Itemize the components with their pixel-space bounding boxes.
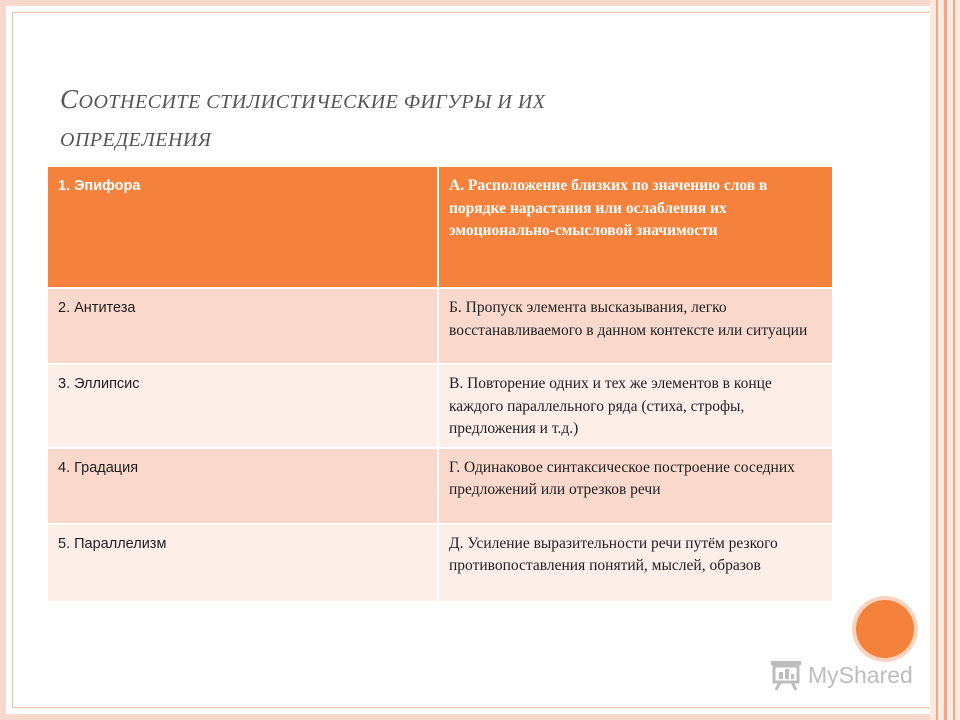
definition-cell: В. Повторение одних и тех же элементов в конце каждого параллельного ряда (стиха, строфы, предложения и т.д.) <box>438 364 832 448</box>
figure-cell: 1. Эпифора <box>48 167 438 288</box>
figure-cell: 4. Градация <box>48 448 438 524</box>
presentation-board-icon <box>768 657 804 693</box>
matching-table <box>48 167 832 603</box>
definition-cell: Г. Одинаковое синтаксическое построение соседних предложений или отрезков речи <box>438 448 832 524</box>
figure-cell: 2. Антитеза <box>48 288 438 364</box>
table-row <box>48 448 832 524</box>
title-line-1 <box>60 80 820 121</box>
stripe-line <box>953 0 955 720</box>
definition-cell: А. Расположение близких по значению слов в порядке нарастания или ослабления их эмоционально-смысловой значимости <box>438 167 832 288</box>
slide-title <box>60 80 820 159</box>
watermark <box>768 656 913 694</box>
table-row <box>48 288 832 364</box>
title-initial: С <box>60 84 79 114</box>
title-line-1-rest: ООТНЕСИТЕ СТИЛИСТИЧЕСКИЕ ФИГУРЫ И ИХ <box>78 91 546 113</box>
table-row <box>48 167 832 288</box>
stripe-line <box>944 0 947 720</box>
figure-cell: 5. Параллелизм <box>48 524 438 602</box>
watermark-text: MyShared <box>808 661 913 688</box>
table-row <box>48 364 832 448</box>
decorative-stripes <box>930 0 960 720</box>
table-row <box>48 524 832 602</box>
title-line-2: ОПРЕДЕЛЕНИЯ <box>60 129 212 151</box>
decorative-circle <box>856 600 914 658</box>
definition-cell: Б. Пропуск элемента высказывания, легко восстанавливаемого в данном контексте или ситуации <box>438 288 832 364</box>
stripe-line <box>936 0 938 720</box>
definition-cell: Д. Усиление выразительности речи путём резкого противопоставления понятий, мыслей, образов <box>438 524 832 602</box>
figure-cell: 3. Эллипсис <box>48 364 438 448</box>
